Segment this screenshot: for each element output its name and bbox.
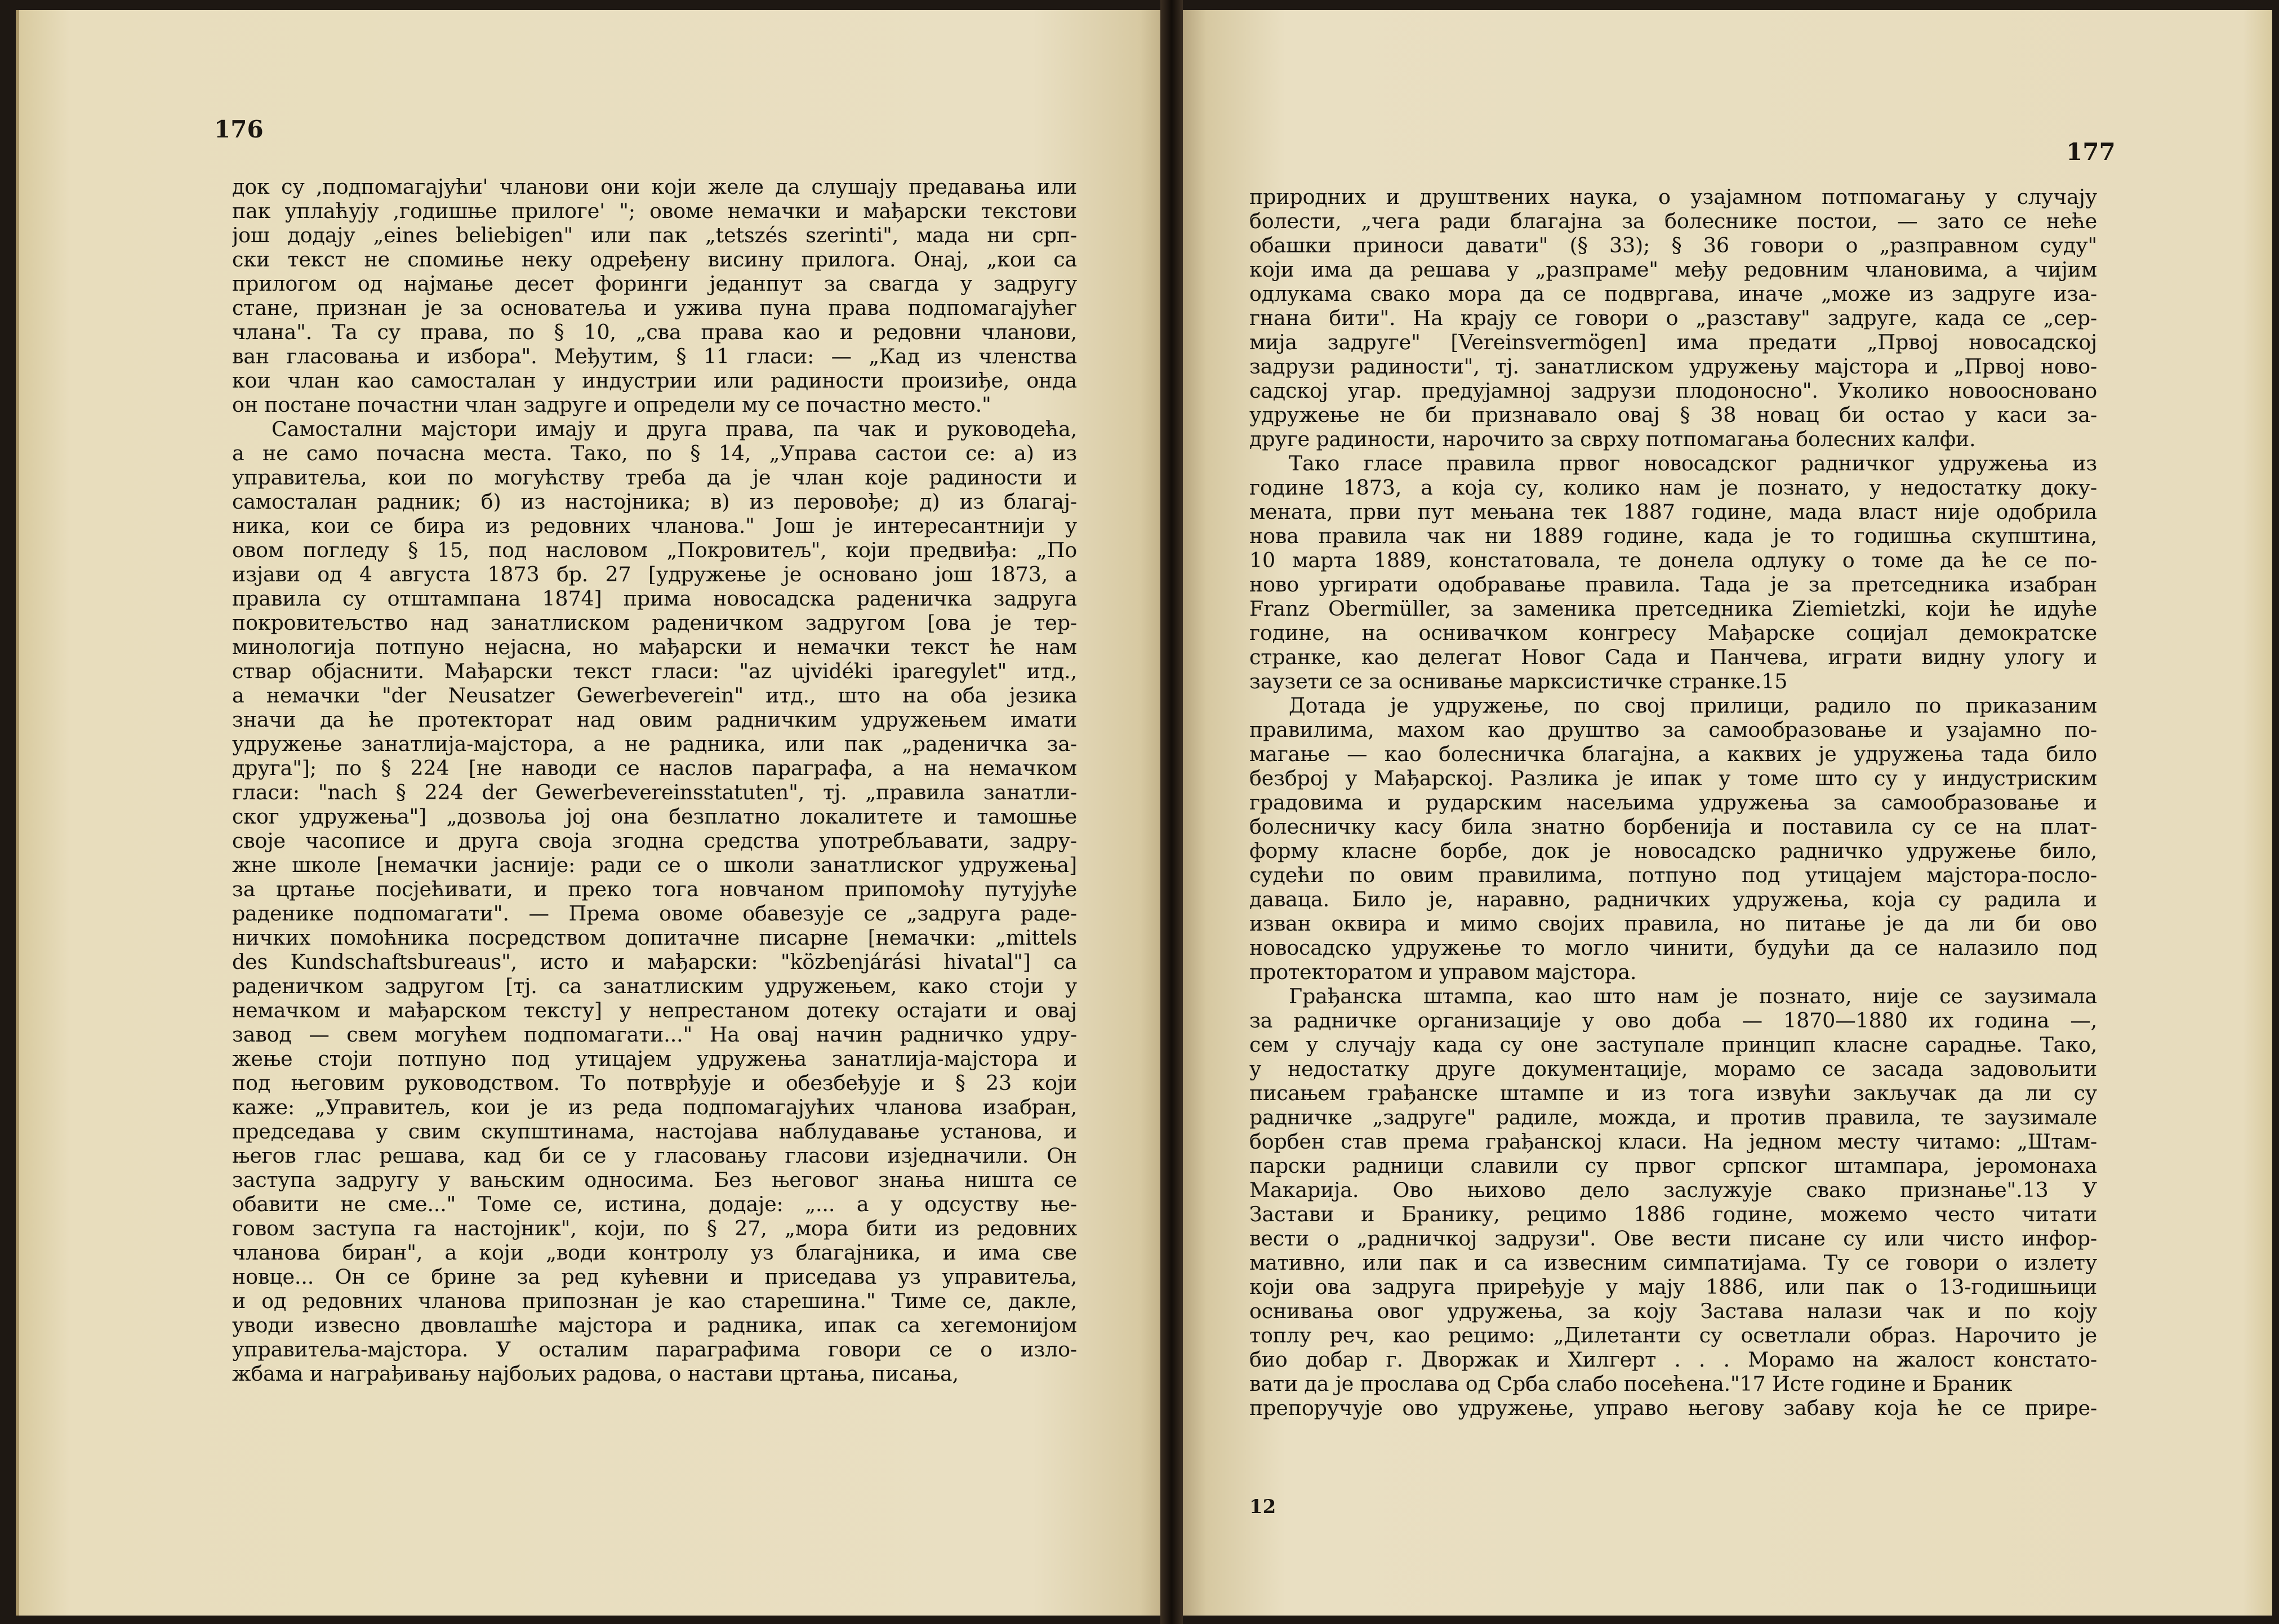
text-line: вести о „радничкој задрузи". Ове вести писане су или чисто инфор-: [1249, 1226, 2097, 1251]
text-line: године, на оснивачком конгресу Мађарске социјал демократске: [1249, 621, 2097, 645]
text-line: даваца. Било је, наравно, радничких удружења, која су радила и: [1249, 887, 2097, 911]
text-line: гласи: "nach § 224 der Gewerbevereinsstatuten", тј. „правила занатли-: [232, 780, 1077, 804]
text-line: који има да решава у „разпраме" међу редовним члановима, а чијим: [1249, 257, 2097, 282]
text-line: болести, „чега ради благајна за болеснике постои, — зато се неће: [1249, 209, 2097, 233]
text-line: обавити не сме..." Томе се, истина, додаје: „... а у одсуству ње-: [232, 1192, 1077, 1216]
text-line: уводи извесно двовлашће мајстора и радника, ипак са хегемонијом: [232, 1313, 1077, 1337]
text-line: ски текст не спомиње неку одређену висину прилога. Онај, „кои са: [232, 247, 1077, 272]
text-line: своје часописе и друга своја згодна средства употребљавати, задру-: [232, 829, 1077, 853]
text-line: сем у случају када су оне заступале принцип класне сарадње. Тако,: [1249, 1033, 2097, 1057]
text-line: Franz Obermüller, за заменика претседника Ziemietzki, који ће идуће: [1249, 597, 2097, 621]
text-line: ника, кои се бира из редовних чланова." Још је интересантнији у: [232, 514, 1077, 538]
text-line: док су ,подпомагајући' чланови они који желе да слушају предавања или: [232, 175, 1077, 199]
printer-signature-mark: 12: [1249, 1496, 1276, 1518]
text-line: 10 марта 1889, констатовала, те донела одлуку о томе да ће се по-: [1249, 548, 2097, 572]
text-line: стане, признан је за основатеља и ужива пуна права подпомагајућег: [232, 296, 1077, 320]
text-line: још додају „eines beliebigen" или пак „tetszés szerinti", мада ни срп-: [232, 223, 1077, 247]
text-line: жење стоји потпуно под утицајем удружења занатлија-мајстора и: [232, 1047, 1077, 1071]
text-line: био добар г. Дворжак и Хилгерт . . . Морамо на жалост констато-: [1249, 1347, 2097, 1372]
text-line: Дотада је удружење, по свој прилици, радило по приказаним: [1289, 693, 2097, 718]
text-line: правилима, махом као друштво за самообразовање и узајамно по-: [1249, 718, 2097, 742]
text-line: писањем грађанске штампе и из тога извући закључак да ли су: [1249, 1081, 2097, 1105]
text-line: природних и друштвених наука, о узајамном потпомагању у случају: [1249, 185, 2097, 209]
text-line: des Kundschaftsbureaus", исто и мађарски: "közbenjárási hivatal"] са: [232, 950, 1077, 974]
text-line: заступа задругу у вањским односима. Без његовог знања ништа се: [232, 1168, 1077, 1192]
text-line: а немачки "der Neusatzer Gewerbeverein" итд., што на оба језика: [232, 683, 1077, 708]
text-line: мативно, или пак и са извесним симпатијама. Ту се говори о излету: [1249, 1251, 2097, 1275]
text-line: изјави од 4 августа 1873 бр. 27 [удружење је основано још 1873, а: [232, 562, 1077, 586]
text-line: другe радиности, нарочито за сврху потпомагања болесних калфи.: [1249, 427, 1976, 451]
text-line: друга"]; по § 224 [не наводи се наслов параграфа, а на немачком: [232, 756, 1077, 780]
text-line: покровитељство над занатлиском раденичком задругом [ова је тер-: [232, 611, 1077, 635]
text-line: и од редовних чланова припознан је као старешина." Тиме се, дакле,: [232, 1289, 1077, 1313]
text-line: прилогом од најмање десет форинги једанпут за свагда у задругу: [232, 272, 1077, 296]
text-line: нова правила чак ни 1889 године, када је то годишња скупштина,: [1249, 524, 2097, 548]
text-line: одлукама свако мора да се подвргава, иначе „може из задруге иза-: [1249, 282, 2097, 306]
text-line: гнана бити". На крају се говори о „разставу" задруге, када се „сер-: [1249, 306, 2097, 330]
right-page-number: 177: [2066, 138, 2116, 166]
text-line: завод — свем могућем подпомагати..." На овај начин радничко удру-: [232, 1022, 1077, 1047]
text-line: задрузи радиности", тј. занатлиском удружењу мајстора и „Првој ново-: [1249, 354, 2097, 379]
text-line: жбама и награђивању најбољих радова, о настави цртања, писања,: [232, 1362, 959, 1386]
text-line: парски радници славили су првог српског штампара, јеромонаха: [1249, 1154, 2097, 1178]
text-line: препоручује ово удружење, управо његову забаву која ће се прире-: [1249, 1396, 2097, 1420]
text-line: чланова биран", а који „води контролу уз благајника, и има све: [232, 1240, 1077, 1265]
text-line: оснивања овог удружења, за коју Застава налази чак и по коју: [1249, 1299, 2097, 1323]
text-line: удружење занатлија-мајстора, а не радника, или пак „раденичка за-: [232, 732, 1077, 756]
text-line: обашки приноси давати" (§ 33); § 36 говори о „разправном суду": [1249, 233, 2097, 257]
text-line: ван гласовања и избора". Међутим, § 11 гласи: — „Кад из членства: [232, 344, 1077, 368]
text-line: године 1873, а која су, колико нам је познато, у недостатку доку-: [1249, 475, 2097, 500]
text-line: правила су отштампана 1874] прима новосадска раденичка задруга: [232, 586, 1077, 611]
text-line: топлу реч, као рецимо: „Дилетанти су осветлали образ. Нарочито је: [1249, 1323, 2097, 1347]
text-line: он постане почастни члан задруге и определи му се почастно место.": [232, 393, 991, 417]
text-line: судећи по овим правилима, потпуно под утицајем мајстора-посло-: [1249, 863, 2097, 887]
left-page-body: [232, 175, 1077, 1386]
text-line: удружење не би признавало овај § 38 новац би остао у каси за-: [1249, 403, 2097, 427]
text-line: градовима и рударским насељима удружења за самообразовање и: [1249, 790, 2097, 815]
text-line: мената, први пут мењана тек 1887 године, мада власт није одобрила: [1249, 500, 2097, 524]
text-line: жне школе [немачки јасније: ради се о школи занатлиског удружења]: [232, 853, 1077, 877]
text-line: председава у свим скупштинама, настојава наблудавање установа, и: [232, 1119, 1077, 1144]
text-line: протекторатом и управом мајстора.: [1249, 960, 1637, 984]
text-line: за радничке организације у ово доба — 1870—1880 их година —,: [1249, 1008, 2097, 1033]
text-line: говом заступа га настојник", који, по § 27, „мора бити из редовних: [232, 1216, 1077, 1240]
text-line: ског удружења"] „дозвоља јој она безплатно локалитете и тамошње: [232, 804, 1077, 829]
text-line: изван оквира и мимо својих правила, но питање је да ли би ово: [1249, 911, 2097, 936]
text-line: његов глас решава, кад би се у гласовању гласови изједначили. Он: [232, 1144, 1077, 1168]
book-gutter: [1160, 0, 1183, 1624]
text-line: каже: „Управитељ, кои је из реда подпомагајућих чланова изабран,: [232, 1095, 1077, 1119]
text-line: Самостални мајстори имају и друга права, па чак и руководећа,: [271, 417, 1077, 441]
text-line: Макарија. Ово њихово дело заслужује свако признање".13 У: [1249, 1178, 2097, 1202]
text-line: кои члан као самосталан у индустрии или радиности произиђе, онда: [232, 368, 1077, 393]
text-line: форму класне борбе, док је новосадско радничко удружење било,: [1249, 839, 2097, 863]
left-page-number: 176: [214, 115, 264, 143]
text-line: а не само почасна места. Тако, по § 14, „Управа састои се: а) из: [232, 441, 1077, 465]
text-line: под његовим руководством. То потврђује и обезбеђује и § 23 који: [232, 1071, 1077, 1095]
text-line: новосадско удружење то могло чинити, будући да се налазило под: [1249, 936, 2097, 960]
text-line: радничке „задруге" радиле, можда, и против правила, те заузимале: [1249, 1105, 2097, 1129]
text-line: заузети се за оснивање марксистичке странке.15: [1249, 669, 1788, 693]
text-line: странке, као делегат Новог Сада и Панчева, играти видну улогу и: [1249, 645, 2097, 669]
text-line: безброј у Мађарској. Разлика је ипак у томе што су у индустриским: [1249, 766, 2097, 790]
text-line: вати да је прослава од Срба слабо посећена."17 Исте године и Браник: [1249, 1372, 2013, 1396]
text-line: раденичком задругом [тј. са занатлиским удружењем, како стоји у: [232, 974, 1077, 998]
text-line: садској угар. предујамној задрузи плодоносно". Уколико новоосновано: [1249, 379, 2097, 403]
text-line: управитеља-мајстора. У осталим параграфима говори се о изло-: [232, 1337, 1077, 1362]
text-line: значи да ће протекторат над овим радничким удружењем имати: [232, 708, 1077, 732]
text-line: који ова задруга приређује у мају 1886, или пак о 13-годишњици: [1249, 1275, 2097, 1299]
text-line: Тако гласе правила првог новосадског радничког удружења из: [1289, 451, 2097, 475]
text-line: Застави и Бранику, рецимо 1886 године, можемо често читати: [1249, 1202, 2097, 1226]
text-line: немачком и мађарском тексту] у непрестаном дотеку остајати и овај: [232, 998, 1077, 1022]
text-line: новце... Он се брине за ред кућевни и приседава уз управитеља,: [232, 1265, 1077, 1289]
text-line: пак уплаћују ,годишње прилоге' "; овоме немачки и мађарски текстови: [232, 199, 1077, 223]
text-line: у недостатку друге документације, морамо се засада задовољити: [1249, 1057, 2097, 1081]
text-line: болесничку касу била знатно борбенија и поставила су се на плат-: [1249, 815, 2097, 839]
text-line: борбен став према грађанској класи. На једном месту читамо: „Штам-: [1249, 1129, 2097, 1154]
text-line: Грађанска штампа, као што нам је познато, није се заузимала: [1289, 984, 2097, 1008]
text-line: за цртање посјећивати, и преко тога новчаном припомоћу путујуће: [232, 877, 1077, 901]
text-line: ничких помоћника посредством допитачне писарне [немачки: „mittels: [232, 926, 1077, 950]
text-line: ствар објаснити. Мађарски текст гласи: "az ujvidéki iparegylet" итд.,: [232, 659, 1077, 683]
text-line: овом погледу § 15, под насловом „Покровитељ", који предвиђа: „По: [232, 538, 1077, 562]
text-line: раденике подпомагати". — Према овоме обавезује се „задруга раде-: [232, 901, 1077, 926]
text-line: магање — као болесничка благајна, а каквих је удружења тада било: [1249, 742, 2097, 766]
text-line: ново ургирати одобравање правила. Тада је за претседника изабран: [1249, 572, 2097, 597]
text-line: мија задруге" [Vereinsvermögen] има предати „Првој новосадској: [1249, 330, 2097, 354]
right-page-body: [1249, 185, 2097, 1420]
text-line: самосталан радник; б) из настојника; в) из перовође; д) из благај-: [232, 490, 1077, 514]
text-line: минологија потпуно нејасна, но мађарски и немачки текст ће нам: [232, 635, 1077, 659]
text-line: члана". Та су права, по § 10, „сва права као и редовни чланови,: [232, 320, 1077, 344]
text-line: управитеља, кои по могућству треба да је члан које радиности и: [232, 465, 1077, 490]
